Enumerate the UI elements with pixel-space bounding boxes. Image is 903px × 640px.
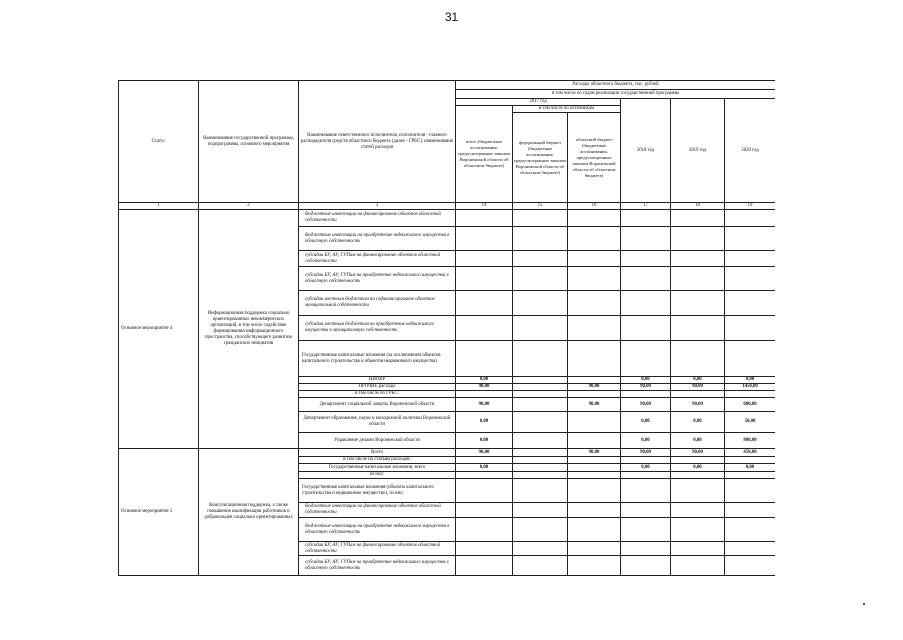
row-label: Департамент социальной защиты Воронежской области bbox=[299, 398, 456, 412]
value-total bbox=[456, 503, 513, 518]
row-label: субсидии местным бюджетам на приобретение недвижимого имущества в муниципальную собственность bbox=[299, 316, 456, 341]
value-y2018: 90,00 bbox=[621, 398, 671, 412]
value-y2019 bbox=[671, 291, 725, 316]
col-number: 18 bbox=[671, 203, 725, 210]
value-federal bbox=[513, 457, 568, 464]
header-by-years: в том числе по годам реализации государственной программы bbox=[456, 90, 776, 99]
value-federal bbox=[513, 316, 568, 341]
value-y2018 bbox=[621, 251, 671, 267]
value-regional: 90,00 bbox=[568, 384, 621, 391]
value-y2020 bbox=[725, 341, 776, 377]
value-total bbox=[456, 391, 513, 398]
value-y2019 bbox=[671, 479, 725, 503]
value-y2020: 0,00 bbox=[725, 464, 776, 472]
row-label: субсидии БУ, АУ, ГУПам на финансирование объектов областной собственности bbox=[299, 542, 456, 556]
header-executor: Наименование ответственного исполнителя, исполнителя - главного распорядителя средств областного бюджета (далее - ГРБС), наименование статей расходов bbox=[299, 81, 456, 203]
col-number: 1 bbox=[119, 203, 199, 210]
value-regional bbox=[568, 542, 621, 556]
value-regional bbox=[568, 291, 621, 316]
value-y2020 bbox=[725, 291, 776, 316]
value-federal bbox=[513, 503, 568, 518]
header-total: всего (бюджетные ассигнования, предусмотренные законом Воронежской области об областном бюджете) bbox=[456, 106, 513, 203]
table-row bbox=[119, 210, 776, 227]
value-regional bbox=[568, 518, 621, 542]
col-number: 19 bbox=[725, 203, 776, 210]
value-regional bbox=[568, 503, 621, 518]
value-total: 0,00 bbox=[456, 464, 513, 472]
value-y2020 bbox=[725, 556, 776, 576]
value-regional bbox=[568, 377, 621, 384]
value-federal bbox=[513, 227, 568, 251]
value-federal bbox=[513, 210, 568, 227]
value-federal bbox=[513, 291, 568, 316]
value-y2018 bbox=[621, 542, 671, 556]
value-y2018 bbox=[621, 316, 671, 341]
value-total bbox=[456, 267, 513, 291]
col-number: 17 bbox=[621, 203, 671, 210]
scan-speck bbox=[863, 603, 865, 605]
value-y2018: 90,00 bbox=[621, 384, 671, 391]
value-y2019 bbox=[671, 556, 725, 576]
value-y2020: 600,00 bbox=[725, 398, 776, 412]
value-federal bbox=[513, 377, 568, 384]
table-row bbox=[119, 449, 776, 457]
value-regional bbox=[568, 251, 621, 267]
value-federal bbox=[513, 433, 568, 449]
value-y2018: 0,00 bbox=[621, 412, 671, 433]
row-label: бюджетные инвестиции на приобретение недвижимого имущества в областную собственность bbox=[299, 518, 456, 542]
value-total bbox=[456, 479, 513, 503]
row-label: Государственные капитальные вложения, всего bbox=[299, 464, 456, 472]
value-total: 0,00 bbox=[456, 377, 513, 384]
value-regional bbox=[568, 210, 621, 227]
value-y2018 bbox=[621, 227, 671, 251]
budget-table bbox=[118, 80, 775, 576]
value-y2019 bbox=[671, 518, 725, 542]
row-label: ПРОЧИЕ расходы bbox=[299, 384, 456, 391]
value-total bbox=[456, 210, 513, 227]
value-y2020 bbox=[725, 316, 776, 341]
event-status: Основное мероприятие 4 bbox=[119, 210, 199, 449]
value-y2018 bbox=[621, 341, 671, 377]
col-number: 16 bbox=[568, 203, 621, 210]
value-federal bbox=[513, 556, 568, 576]
row-label: в том числе по ГРБС: bbox=[299, 391, 456, 398]
value-y2019 bbox=[671, 251, 725, 267]
page-number: 31 bbox=[444, 10, 459, 24]
value-federal bbox=[513, 398, 568, 412]
event-name: Информационная поддержка социально ориентированных некоммерческих организаций, в том числе содействие формированию информационного пространства, способствующего развитию гражданских инициатив bbox=[199, 210, 299, 449]
row-label: субсидии БУ, АУ, ГУПам на приобретение недвижимого имущества в областную собственность bbox=[299, 556, 456, 576]
row-label: бюджетные инвестиции на финансирование объектов областной собственности bbox=[299, 503, 456, 518]
value-federal bbox=[513, 384, 568, 391]
header-status: Статус bbox=[119, 81, 199, 203]
value-regional: 90,00 bbox=[568, 398, 621, 412]
header-regional: областной бюджет (бюджетные ассигнования, предусмотренные законом Воронежской области об областном бюджете) bbox=[568, 113, 621, 203]
row-label: Всего bbox=[299, 449, 456, 457]
value-federal bbox=[513, 267, 568, 291]
value-y2020 bbox=[725, 210, 776, 227]
value-y2018 bbox=[621, 518, 671, 542]
col-number: 2 bbox=[199, 203, 299, 210]
row-label: из них: bbox=[299, 472, 456, 479]
value-federal bbox=[513, 412, 568, 433]
budget-table-sheet bbox=[118, 80, 775, 640]
value-federal bbox=[513, 479, 568, 503]
value-regional bbox=[568, 341, 621, 377]
value-federal bbox=[513, 472, 568, 479]
value-federal bbox=[513, 464, 568, 472]
row-label: субсидии БУ, АУ, ГУПам на финансирование объектов областной собственности bbox=[299, 251, 456, 267]
value-total: 0,00 bbox=[456, 433, 513, 449]
header-expenses-title: Расходы областного бюджета, тыс. рублей bbox=[456, 81, 776, 90]
value-total: 90,00 bbox=[456, 384, 513, 391]
row-label: НИОКР bbox=[299, 377, 456, 384]
header-year-2017: 2017 год bbox=[456, 99, 621, 106]
numbering-row bbox=[119, 203, 776, 210]
value-y2020: 1450,00 bbox=[725, 384, 776, 391]
value-y2020 bbox=[725, 479, 776, 503]
row-label: Государственные капитальные вложения (объекты капитального строительства и недвижимое имущество), из них: bbox=[299, 479, 456, 503]
value-y2018 bbox=[621, 556, 671, 576]
value-y2019 bbox=[671, 210, 725, 227]
row-label: Департамент образования, науки и молодежной политики Воронежской области bbox=[299, 412, 456, 433]
value-federal bbox=[513, 542, 568, 556]
value-y2020 bbox=[725, 472, 776, 479]
value-y2020 bbox=[725, 267, 776, 291]
value-y2019 bbox=[671, 316, 725, 341]
value-y2020: 50,00 bbox=[725, 412, 776, 433]
value-y2019 bbox=[671, 267, 725, 291]
value-total: 0,00 bbox=[456, 412, 513, 433]
value-y2018 bbox=[621, 391, 671, 398]
value-regional bbox=[568, 316, 621, 341]
value-total bbox=[456, 472, 513, 479]
value-y2020 bbox=[725, 251, 776, 267]
row-label: Государственные капитальные вложения (за исключением объектов капитального строительства и объектов недвижимого имущества) bbox=[299, 341, 456, 377]
value-y2019 bbox=[671, 341, 725, 377]
value-y2018 bbox=[621, 210, 671, 227]
value-regional bbox=[568, 472, 621, 479]
value-regional bbox=[568, 391, 621, 398]
row-label: бюджетные инвестиции на приобретение недвижимого имущества в областную собственность bbox=[299, 227, 456, 251]
value-y2018: 0,00 bbox=[621, 464, 671, 472]
value-y2020 bbox=[725, 542, 776, 556]
value-federal bbox=[513, 251, 568, 267]
value-y2018 bbox=[621, 503, 671, 518]
value-y2019 bbox=[671, 472, 725, 479]
value-federal bbox=[513, 391, 568, 398]
value-y2018 bbox=[621, 267, 671, 291]
value-y2018 bbox=[621, 472, 671, 479]
header-2020: 2020 год bbox=[725, 99, 776, 203]
header-federal: федеральный бюджет (бюджетные ассигнования, предусмотренные законом Воронежской области об областном бюджете) bbox=[513, 113, 568, 203]
value-y2020 bbox=[725, 391, 776, 398]
value-regional bbox=[568, 267, 621, 291]
col-number: 15 bbox=[513, 203, 568, 210]
value-y2020 bbox=[725, 227, 776, 251]
value-y2018: 90,00 bbox=[621, 449, 671, 457]
value-y2018 bbox=[621, 291, 671, 316]
value-regional bbox=[568, 464, 621, 472]
col-number: 14 bbox=[456, 203, 513, 210]
value-regional bbox=[568, 227, 621, 251]
col-number: 3 bbox=[299, 203, 456, 210]
value-regional bbox=[568, 556, 621, 576]
value-regional: 90,00 bbox=[568, 449, 621, 457]
header-2019: 2019 год bbox=[671, 99, 725, 203]
value-total: 90,00 bbox=[456, 398, 513, 412]
value-y2020: 0,00 bbox=[725, 377, 776, 384]
value-y2018: 0,00 bbox=[621, 377, 671, 384]
value-y2020 bbox=[725, 518, 776, 542]
value-federal bbox=[513, 518, 568, 542]
header-by-sources: в том числе по источникам bbox=[513, 106, 621, 113]
value-y2019: 0,00 bbox=[671, 412, 725, 433]
header-program: Наименование государственной программы, подпрограммы, основного мероприятия bbox=[199, 81, 299, 203]
event-status: Основное мероприятие 5 bbox=[119, 449, 199, 576]
event-name: Консультационная поддержка, а также повышение квалификации работников и добровольцев социально ориентированных bbox=[199, 449, 299, 576]
row-label: в том числе по статьям расходов: bbox=[299, 457, 456, 464]
value-y2019: 0,00 bbox=[671, 433, 725, 449]
header-2018: 2018 год bbox=[621, 99, 671, 203]
value-y2019 bbox=[671, 503, 725, 518]
value-regional bbox=[568, 479, 621, 503]
value-y2020 bbox=[725, 503, 776, 518]
value-regional bbox=[568, 433, 621, 449]
value-y2019 bbox=[671, 391, 725, 398]
value-y2019: 0,00 bbox=[671, 464, 725, 472]
value-y2019 bbox=[671, 542, 725, 556]
value-y2019: 0,00 bbox=[671, 377, 725, 384]
value-y2019 bbox=[671, 457, 725, 464]
value-y2019: 90,00 bbox=[671, 449, 725, 457]
value-y2018 bbox=[621, 457, 671, 464]
row-label: Управление делами Воронежской области bbox=[299, 433, 456, 449]
value-total bbox=[456, 341, 513, 377]
value-y2020: 450,00 bbox=[725, 449, 776, 457]
value-regional bbox=[568, 412, 621, 433]
value-total: 90,00 bbox=[456, 449, 513, 457]
value-y2018 bbox=[621, 479, 671, 503]
value-y2019 bbox=[671, 227, 725, 251]
value-y2019: 90,00 bbox=[671, 398, 725, 412]
value-total bbox=[456, 457, 513, 464]
value-y2019: 90,00 bbox=[671, 384, 725, 391]
value-y2020: 800,00 bbox=[725, 433, 776, 449]
value-total bbox=[456, 556, 513, 576]
value-y2020 bbox=[725, 457, 776, 464]
value-regional bbox=[568, 457, 621, 464]
value-total bbox=[456, 291, 513, 316]
row-label: субсидии БУ, АУ, ГУПам на приобретение недвижимого имущества в областную собственность bbox=[299, 267, 456, 291]
value-federal bbox=[513, 449, 568, 457]
value-y2018: 0,00 bbox=[621, 433, 671, 449]
value-federal bbox=[513, 341, 568, 377]
value-total bbox=[456, 316, 513, 341]
value-total bbox=[456, 251, 513, 267]
value-total bbox=[456, 227, 513, 251]
row-label: субсидии местным бюджетам на софинансирование объектов муниципальной собственности bbox=[299, 291, 456, 316]
value-total bbox=[456, 518, 513, 542]
row-label: бюджетные инвестиции на финансирование объектов областной собственности bbox=[299, 210, 456, 227]
value-total bbox=[456, 542, 513, 556]
